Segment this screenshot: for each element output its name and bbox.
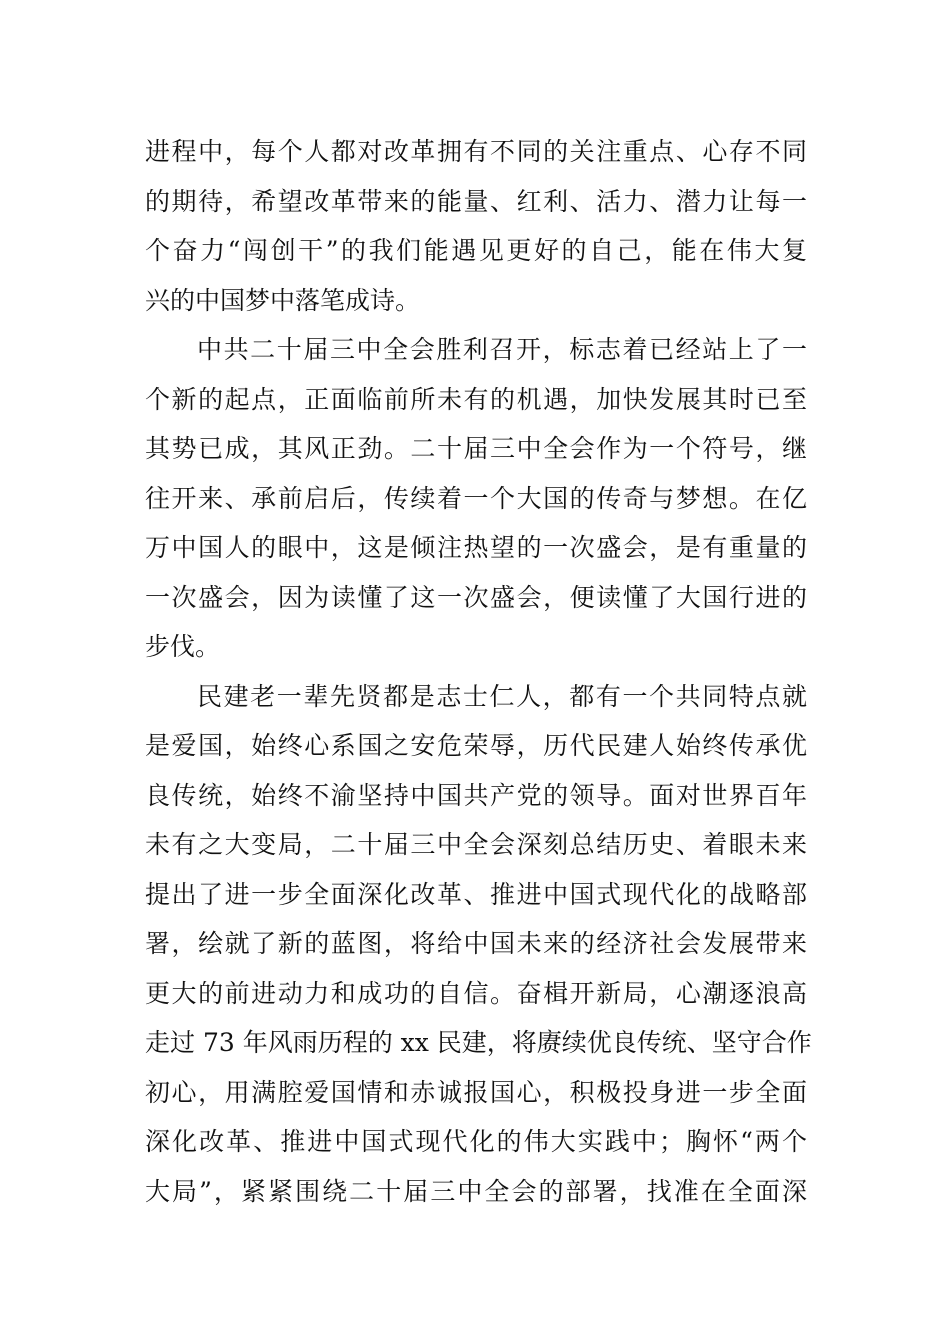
text-line: 未有之大变局，二十届三中全会深刻总结历史、着眼未来 (145, 830, 807, 859)
text-line: 其势已成，其风正劲。二十届三中全会作为一个符号，继 (145, 434, 807, 463)
text-line: 走过 73 年风雨历程的 xx 民建，将赓续优良传统、坚守合作 (145, 1028, 812, 1057)
text-line: 深化改革、推进中国式现代化的伟大实践中；胸怀“两个 (145, 1127, 807, 1156)
text-line: 一次盛会，因为读懂了这一次盛会，便读懂了大国行进的 (145, 582, 807, 612)
body-text (145, 127, 812, 1216)
text-line: 个新的起点，正面临前所未有的机遇，加快发展其时已至 (145, 384, 807, 414)
text-line: 初心，用满腔爱国情和赤诚报国心，积极投身进一步全面 (145, 1077, 807, 1107)
text-line: 进程中，每个人都对改革拥有不同的关注重点、心存不同 (145, 137, 807, 166)
text-line: 万中国人的眼中，这是倾注热望的一次盛会，是有重量的 (145, 533, 807, 562)
text-line: 大局”，紧紧围绕二十届三中全会的部署，找准在全面深 (145, 1176, 807, 1206)
text-line: 良传统，始终不渝坚持中国共产党的领导。面对世界百年 (145, 780, 807, 810)
text-line: 是爱国，始终心系国之安危荣辱，历代民建人始终传承优 (145, 731, 807, 760)
paragraph-first-line: 民建老一辈先贤都是志士仁人，都有一个共同特点就 (197, 681, 807, 711)
text-line: 往开来、承前启后，传续着一个大国的传奇与梦想。在亿 (145, 483, 807, 513)
text-line: 的期待，希望改革带来的能量、红利、活力、潜力让每一 (145, 186, 807, 216)
paragraph-first-line: 中共二十届三中全会胜利召开，标志着已经站上了一 (197, 335, 807, 364)
text-line: 个奋力“闯创干”的我们能遇见更好的自己，能在伟大复 (145, 236, 807, 265)
paragraph-end-line: 步伐。 (145, 632, 221, 661)
text-line: 署，绘就了新的蓝图，将给中国未来的经济社会发展带来 (145, 929, 807, 958)
text-line: 提出了进一步全面深化改革、推进中国式现代化的战略部 (145, 879, 807, 909)
text-line: 更大的前进动力和成功的自信。奋楫开新局，心潮逐浪高 (145, 978, 807, 1008)
paragraph-end-line: 兴的中国梦中落笔成诗。 (145, 285, 421, 315)
